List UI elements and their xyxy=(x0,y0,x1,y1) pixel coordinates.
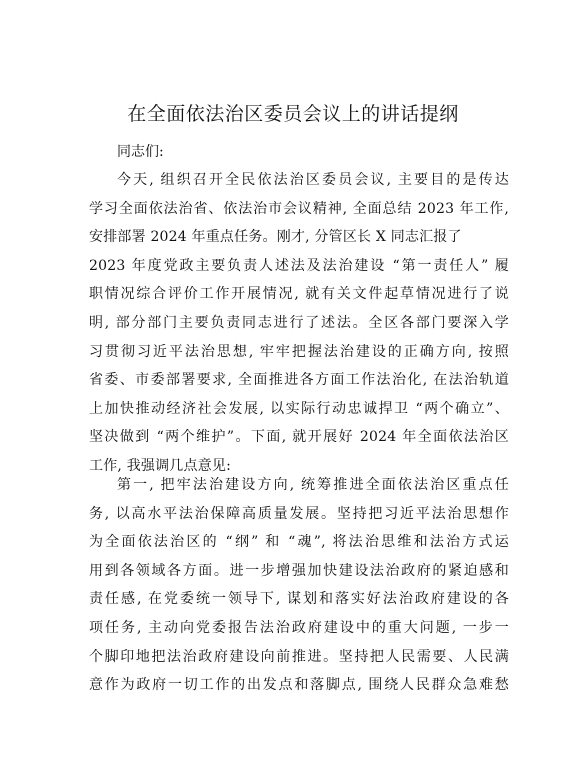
paragraph-line: 务, 以高水平法治保障高质量发展。坚持把习近平法治思想作 xyxy=(89,505,509,522)
paragraph-line: 工作, 我强调几点意见: xyxy=(89,457,232,474)
salutation: 同志们: xyxy=(117,144,164,160)
paragraph-1 xyxy=(89,166,509,481)
paragraph-line: 今天, 组织召开全民依法治区委员会议, 主要目的是传达 xyxy=(117,172,509,188)
paragraph-line: 明, 部分部门主要负责同志进行了述法。全区各部门要深入学 xyxy=(89,314,509,331)
paragraph-line: 习贯彻习近平法治思想, 牢牢把握法治建设的正确方向, 按照 xyxy=(89,343,509,360)
paragraph-2 xyxy=(89,471,509,700)
paragraph-line: 第一, 把牢法治建设方向, 统筹推进全面依法治区重点任 xyxy=(117,477,509,493)
paragraph-line: 项任务, 主动向党委报告法治政府建设中的重大问题, 一步一 xyxy=(89,619,509,636)
paragraph-line: 学习全面依法治省、依法治市会议精神, 全面总结 2023 年工作, xyxy=(89,200,509,217)
paragraph-line: 意作为政府一切工作的出发点和落脚点, 围绕人民群众急难愁 xyxy=(89,677,509,694)
paragraph-line: 2023 年度党政主要负责人述法及法治建设 “第一责任人” 履 xyxy=(89,257,509,274)
paragraph-line: 职情况综合评价工作开展情况, 就有关文件起草情况进行了说 xyxy=(89,286,509,303)
paragraph-line: 省委、市委部署要求, 全面推进各方面工作法治化, 在法治轨道 xyxy=(89,372,509,389)
paragraph-line: 为全面依法治区的 “纲” 和 “魂”, 将法治思维和法治方式运 xyxy=(89,534,509,551)
paragraph-line: 安排部署 2024 年重点任务。刚才, 分管区长 X 同志汇报了 xyxy=(89,229,462,246)
document-title: 在全面依法治区委员会议上的讲话提纲 xyxy=(127,103,459,125)
paragraph-line: 个脚印地把法治政府建设向前推进。坚持把人民需要、人民满 xyxy=(89,648,509,665)
paragraph-line: 用到各领域各方面。进一步增强加快建设法治政府的紧迫感和 xyxy=(89,562,509,579)
paragraph-line: 上加快推动经济社会发展, 以实际行动忠诚捍卫 “两个确立”、 xyxy=(89,400,509,417)
paragraph-line: 责任感, 在党委统一领导下, 谋划和落实好法治政府建设的各 xyxy=(89,591,509,608)
paragraph-line: 坚决做到 “两个维护”。下面, 就开展好 2024 年全面依法治区 xyxy=(89,429,509,446)
